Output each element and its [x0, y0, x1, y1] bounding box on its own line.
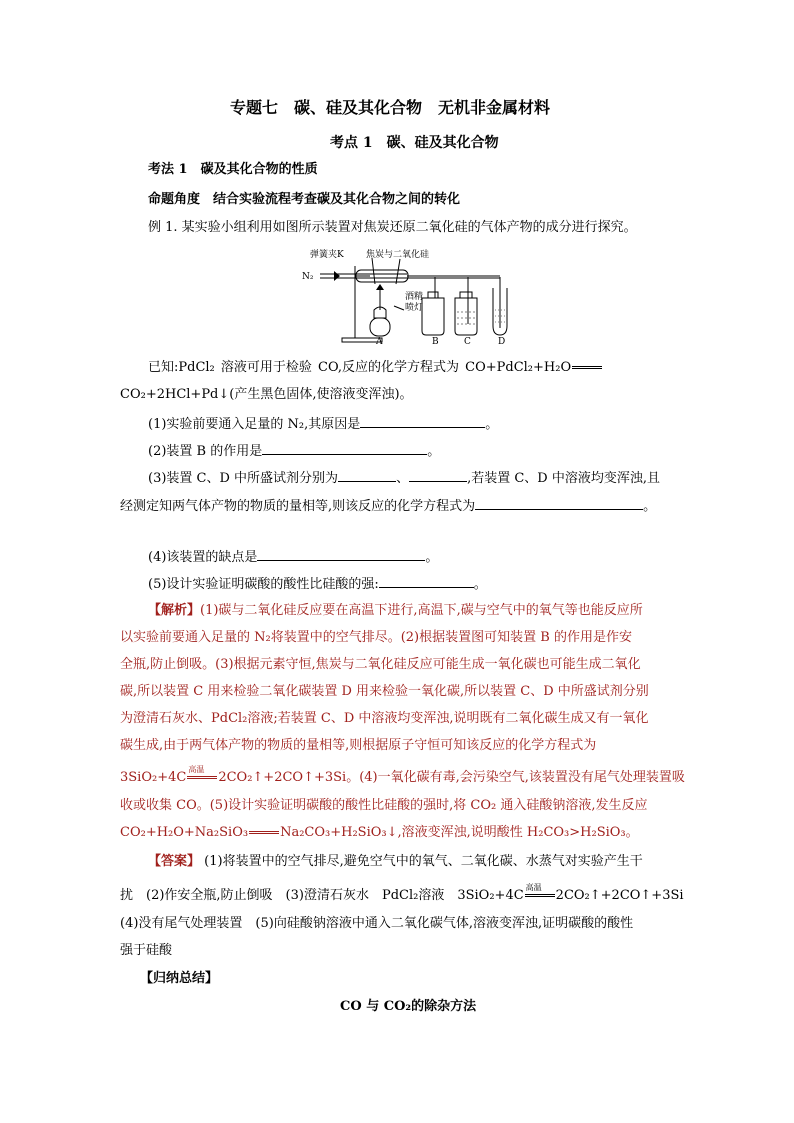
reactant-label: 焦炭与二氧化硅: [366, 250, 430, 260]
high-temp-label: 高温: [188, 765, 205, 774]
question-3-text-c: 经测定知两气体产物的物质的量相等,则该反应的化学方程式为: [120, 499, 476, 514]
answer-line-2: [120, 883, 684, 906]
lamp-label-2: 喷灯: [405, 303, 424, 313]
figure-label-a: A: [376, 337, 383, 347]
analysis-label: 【解析】: [148, 603, 201, 618]
analysis-line-9: [120, 823, 639, 843]
analysis-line-2: 以实验前要通入足量的 N₂将装置中的空气排尽。(2)根据装置图可知装置 B 的作用是作安: [120, 630, 632, 645]
analysis-line-6: 碳生成,由于两气体产物的物质的量相等,则根据原子守恒可知该反应的化学方程式为: [120, 738, 597, 753]
figure-label-d: D: [498, 337, 506, 347]
question-3-cont: [120, 495, 656, 517]
question-3: [148, 467, 660, 489]
equation-arrow: [572, 366, 602, 369]
question-3-text: (3)装置 C、D 中所盛试剂分别为: [148, 471, 339, 486]
analysis-line-3: 全瓶,防止倒吸。(3)根据元素守恒,焦炭与二氧化硅反应可能生成一氧化碳也可能生成二氧化: [120, 657, 641, 672]
n2-label: N₂: [302, 272, 314, 282]
summary-label: 【归纳总结】: [140, 971, 219, 986]
answer-line-1: [148, 852, 643, 872]
angle-heading: 命题角度 结合实验流程考查碳及其化合物之间的转化: [148, 192, 461, 207]
question-3-text-b: 若装置 C、D 中溶液均变浑浊,且: [471, 471, 660, 486]
reaction-left: CO₂+H₂O+Na₂SiO₃: [120, 825, 249, 840]
page-title: 专题七 碳、硅及其化合物 无机非金属材料: [230, 98, 551, 117]
answer-label: 【答案】: [148, 854, 201, 869]
analysis-line-5: 为澄清石灰水、PdCl₂溶液;若装置 C、D 中溶液均变浑浊,说明既有二氧化碳生成又有一氧化: [120, 711, 649, 726]
question-4: [148, 546, 438, 568]
clamp-label: 弹簧夹K: [310, 250, 344, 260]
answer-high-temp-arrow: [524, 883, 556, 906]
answer-blank-3b[interactable]: [409, 467, 467, 482]
question-4-text: (4)该装置的缺点是: [148, 550, 258, 565]
answer-blank-1[interactable]: [360, 413, 485, 428]
question-2-text: (2)装置 B 的作用是: [148, 444, 263, 459]
analysis-line-8: 收或收集 CO。(5)设计实验证明碳酸的酸性比硅酸的强时,将 CO₂ 通入硅酸钠溶液,发生反应: [120, 798, 648, 813]
figure-label-c: C: [464, 337, 471, 347]
known-text-1: 已知:PdCl₂ 溶液可用于检验 CO,反应的化学方程式为 CO+PdCl₂+H₂O: [148, 360, 572, 375]
equation-right: 2CO₂↑+2CO↑+3Si。(4)一氧化碳有毒,会污染空气,该装置没有尾气处理装置吸: [218, 770, 685, 785]
end-mark: 。: [473, 577, 487, 592]
high-temp-arrow: [186, 765, 218, 788]
answer-blank-5[interactable]: [379, 573, 474, 588]
reaction-arrow: [249, 831, 279, 834]
question-2: [148, 440, 440, 462]
high-temp-label: 高温: [525, 883, 542, 892]
answer-line-3: (4)没有尾气处理装置 (5)向硅酸钠溶液中通入二氧化碳气体,溶液变浑浊,证明碳酸的酸性: [120, 916, 634, 931]
reaction-right: Na₂CO₃+H₂SiO₃↓,溶液变浑浊,说明酸性 H₂CO₃>H₂SiO₃。: [280, 825, 639, 840]
answer-text-1: (1)将装置中的空气排尽,避免空气中的氧气、二氧化碳、水蒸气对实验产生干: [200, 854, 643, 869]
analysis-text-1: (1)碳与二氧化硅反应要在高温下进行,高温下,碳与空气中的氧气等也能反应所: [200, 603, 643, 618]
lamp-label-1: 酒精: [405, 292, 424, 302]
question-5: [148, 573, 487, 595]
known-line-2: CO₂+2HCl+Pd↓(产生黑色固体,使溶液变浑浊)。: [120, 387, 413, 402]
answer-equation-right: 2CO₂↑+2CO↑+3Si: [555, 888, 684, 903]
analysis-line-4: 碳,所以装置 C 用来检验二氧化碳装置 D 用来检验一氧化碳,所以装置 C、D 中所盛试剂分别: [120, 684, 649, 699]
section-subtitle: 考点 1 碳、硅及其化合物: [330, 135, 499, 151]
end-mark: 。: [425, 550, 439, 565]
end-mark: 。: [485, 417, 499, 432]
summary-title: CO 与 CO₂的除杂方法: [340, 999, 477, 1014]
answer-blank-4[interactable]: [257, 546, 425, 561]
separator: 、: [396, 471, 410, 486]
method-heading: 考法 1 碳及其化合物的性质: [148, 162, 318, 177]
answer-blank-2[interactable]: [262, 440, 427, 455]
known-line-1: [148, 358, 603, 378]
end-mark: 。: [427, 444, 441, 459]
end-mark: 。: [643, 499, 657, 514]
answer-text-2: 扰 (2)作安全瓶,防止倒吸 (3)澄清石灰水 PdCl₂溶液 3SiO₂+4C: [120, 888, 524, 903]
answer-blank-3a[interactable]: [338, 467, 396, 482]
figure-label-b: B: [432, 337, 439, 347]
answer-blank-3c[interactable]: [475, 495, 643, 510]
comma: ,: [467, 471, 472, 486]
equation-left: 3SiO₂+4C: [120, 770, 187, 785]
example-intro: 例 1. 某实验小组利用如图所示装置对焦炭还原二氧化硅的气体产物的成分进行探究。: [148, 220, 637, 235]
answer-line-4: 强于硅酸: [120, 943, 173, 958]
question-1: [148, 413, 498, 435]
question-1-text: (1)实验前要通入足量的 N₂,其原因是: [148, 417, 361, 432]
analysis-line-1: [148, 601, 643, 621]
question-5-text: (5)设计实验证明碳酸的酸性比硅酸的强:: [148, 577, 379, 592]
analysis-line-7: [120, 765, 685, 788]
apparatus-figure: [300, 246, 530, 348]
